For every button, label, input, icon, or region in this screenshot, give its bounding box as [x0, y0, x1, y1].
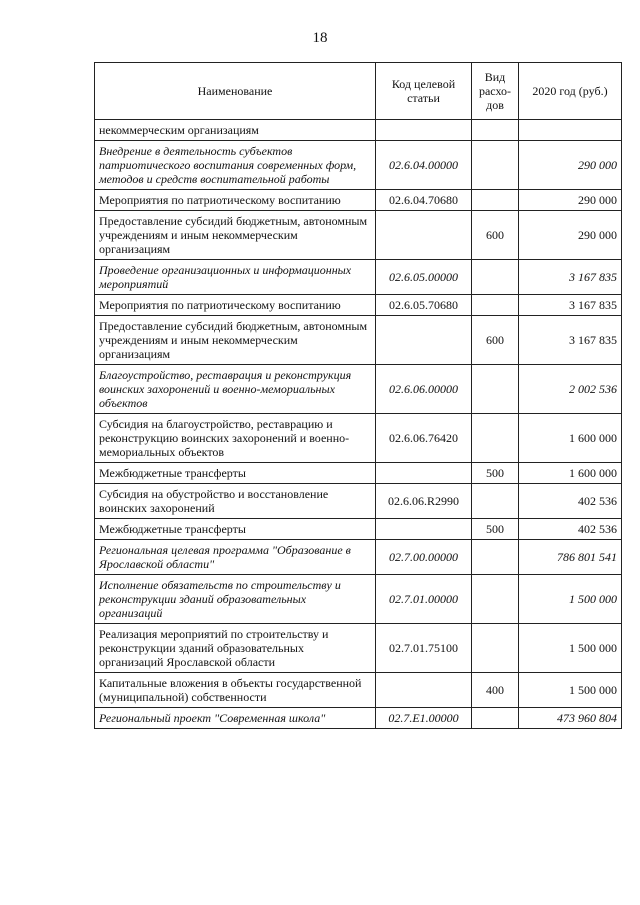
table-row — [95, 414, 622, 463]
cell-sum: 290 000 — [519, 190, 622, 211]
cell-type — [472, 120, 519, 141]
table-row — [95, 484, 622, 519]
cell-name: Благоустройство, реставрация и реконструкция воинских захоронений и военно-мемориальных объектов — [95, 365, 376, 414]
cell-sum: 3 167 835 — [519, 295, 622, 316]
cell-sum: 1 500 000 — [519, 624, 622, 673]
header-type: Вид расхо-дов — [472, 63, 519, 120]
cell-name: некоммерческим организациям — [95, 120, 376, 141]
cell-sum: 786 801 541 — [519, 540, 622, 575]
cell-code: 02.6.04.00000 — [376, 141, 472, 190]
table-row — [95, 260, 622, 295]
cell-name: Межбюджетные трансферты — [95, 463, 376, 484]
table-row — [95, 463, 622, 484]
cell-sum: 2 002 536 — [519, 365, 622, 414]
cell-type — [472, 708, 519, 729]
cell-type — [472, 540, 519, 575]
cell-sum: 473 960 804 — [519, 708, 622, 729]
table-row — [95, 624, 622, 673]
cell-code — [376, 120, 472, 141]
cell-code — [376, 519, 472, 540]
table-row — [95, 708, 622, 729]
cell-code: 02.6.06.00000 — [376, 365, 472, 414]
cell-type — [472, 295, 519, 316]
cell-name: Предоставление субсидий бюджетным, автономным учреждениям и иным некоммерческим организациям — [95, 211, 376, 260]
cell-sum: 3 167 835 — [519, 260, 622, 295]
cell-type — [472, 414, 519, 463]
table-row — [95, 519, 622, 540]
cell-sum: 1 500 000 — [519, 575, 622, 624]
cell-code: 02.7.01.75100 — [376, 624, 472, 673]
cell-name: Внедрение в деятельность субъектов патриотического воспитания современных форм, методов и средств воспитательной работы — [95, 141, 376, 190]
table-row — [95, 540, 622, 575]
cell-sum: 1 600 000 — [519, 414, 622, 463]
cell-type — [472, 190, 519, 211]
cell-name: Межбюджетные трансферты — [95, 519, 376, 540]
cell-name: Исполнение обязательств по строительству и реконструкции зданий образовательных организаций — [95, 575, 376, 624]
table-row — [95, 673, 622, 708]
cell-name: Проведение организационных и информационных мероприятий — [95, 260, 376, 295]
table-row — [95, 575, 622, 624]
cell-type: 400 — [472, 673, 519, 708]
cell-code: 02.6.04.70680 — [376, 190, 472, 211]
cell-name: Капитальные вложения в объекты государственной (муниципальной) собственности — [95, 673, 376, 708]
table-row — [95, 190, 622, 211]
table-header-row — [95, 63, 622, 120]
cell-code: 02.7.E1.00000 — [376, 708, 472, 729]
budget-table — [94, 62, 622, 729]
cell-sum: 1 500 000 — [519, 673, 622, 708]
cell-name: Региональный проект "Современная школа" — [95, 708, 376, 729]
cell-type — [472, 141, 519, 190]
cell-type: 600 — [472, 316, 519, 365]
page-number: 18 — [312, 30, 328, 46]
cell-sum: 3 167 835 — [519, 316, 622, 365]
table-row — [95, 295, 622, 316]
cell-code: 02.7.00.00000 — [376, 540, 472, 575]
cell-name: Субсидия на обустройство и восстановление воинских захоронений — [95, 484, 376, 519]
cell-sum: 290 000 — [519, 211, 622, 260]
cell-type — [472, 575, 519, 624]
cell-sum: 290 000 — [519, 141, 622, 190]
cell-name: Субсидия на благоустройство, реставрацию и реконструкцию воинских захоронений и военно-мемориальных объектов — [95, 414, 376, 463]
cell-type — [472, 624, 519, 673]
cell-code: 02.6.05.00000 — [376, 260, 472, 295]
table-row — [95, 211, 622, 260]
cell-name: Мероприятия по патриотическому воспитанию — [95, 190, 376, 211]
cell-sum: 1 600 000 — [519, 463, 622, 484]
table-row — [95, 316, 622, 365]
cell-code — [376, 673, 472, 708]
cell-name: Региональная целевая программа "Образование в Ярославской области" — [95, 540, 376, 575]
cell-code — [376, 211, 472, 260]
cell-type: 500 — [472, 519, 519, 540]
cell-code: 02.6.05.70680 — [376, 295, 472, 316]
cell-name: Предоставление субсидий бюджетным, автономным учреждениям и иным некоммерческим организациям — [95, 316, 376, 365]
cell-code — [376, 316, 472, 365]
cell-code: 02.6.06.R2990 — [376, 484, 472, 519]
cell-type: 500 — [472, 463, 519, 484]
header-code: Код целевой статьи — [376, 63, 472, 120]
cell-sum — [519, 120, 622, 141]
cell-type — [472, 260, 519, 295]
cell-code: 02.7.01.00000 — [376, 575, 472, 624]
cell-code — [376, 463, 472, 484]
cell-code: 02.6.06.76420 — [376, 414, 472, 463]
cell-name: Мероприятия по патриотическому воспитанию — [95, 295, 376, 316]
table-row — [95, 120, 622, 141]
cell-type: 600 — [472, 211, 519, 260]
cell-type — [472, 484, 519, 519]
cell-type — [472, 365, 519, 414]
table-row — [95, 141, 622, 190]
header-sum: 2020 год (руб.) — [519, 63, 622, 120]
header-name: Наименование — [95, 63, 376, 120]
table-row — [95, 365, 622, 414]
cell-sum: 402 536 — [519, 484, 622, 519]
cell-name: Реализация мероприятий по строительству и реконструкции зданий образовательных организаций Ярославской области — [95, 624, 376, 673]
cell-sum: 402 536 — [519, 519, 622, 540]
